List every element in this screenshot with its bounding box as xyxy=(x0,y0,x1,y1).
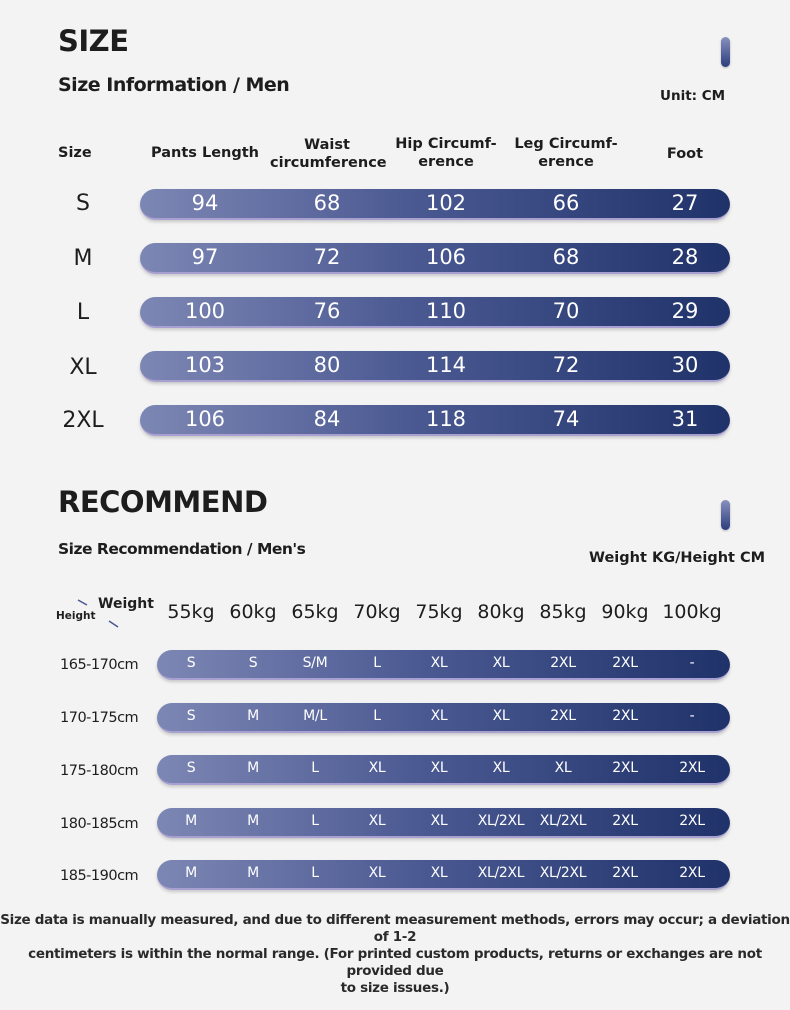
size-cell: XL xyxy=(492,655,510,671)
size-cell: L xyxy=(311,813,319,829)
hip-value: 102 xyxy=(425,191,467,215)
height-row-label: 170-175cm xyxy=(60,710,139,726)
column-header-waist-line2: circumference xyxy=(270,155,387,171)
size-cell: M xyxy=(185,813,197,829)
weight-header: 55kg xyxy=(167,601,215,623)
size-cell: S xyxy=(248,655,258,671)
leg-value: 68 xyxy=(552,245,580,269)
column-header-leg xyxy=(510,135,622,171)
size-cell: XL xyxy=(492,760,510,776)
waist-value: 84 xyxy=(313,407,341,431)
pants-length-value: 106 xyxy=(184,407,226,431)
size-cell: 2XL xyxy=(550,708,576,724)
size-cell: 2XL xyxy=(612,865,638,881)
hip-value: 114 xyxy=(425,353,467,377)
size-row-bar xyxy=(140,405,730,436)
size-cell: XL xyxy=(368,865,386,881)
size-cell: 2XL xyxy=(679,865,705,881)
size-cell: 2XL xyxy=(679,813,705,829)
size-cell: XL xyxy=(430,760,448,776)
size-cell: XL xyxy=(430,708,448,724)
weight-header: 70kg xyxy=(353,601,401,623)
foot-value: 28 xyxy=(671,245,699,269)
recommend-row-bar xyxy=(157,808,730,838)
weight-header: 100kg xyxy=(662,601,722,623)
size-cell: 2XL xyxy=(679,760,705,776)
disclaimer-line-2: centimeters is within the normal range. (For printed custom products, returns or exchanges are not provided due xyxy=(28,946,762,979)
size-section-title: SIZE xyxy=(58,24,129,58)
size-cell: XL xyxy=(430,865,448,881)
disclaimer-line-1: Size data is manually measured, and due to different measurement methods, errors may occur; a deviation of 1-2 xyxy=(0,912,790,945)
size-row-bar xyxy=(140,189,730,220)
foot-value: 31 xyxy=(671,407,699,431)
size-cell: XL/2XL xyxy=(477,813,525,829)
corner-height-label: Height xyxy=(56,610,96,622)
size-row-bar xyxy=(140,351,730,382)
section-marker xyxy=(721,500,730,530)
corner-weight-label: Weight xyxy=(98,596,154,612)
weight-header: 65kg xyxy=(291,601,339,623)
recommend-unit-label: Weight KG/Height CM xyxy=(589,550,766,566)
size-cell: 2XL xyxy=(612,655,638,671)
height-row-label: 165-170cm xyxy=(60,657,139,673)
disclaimer-line-3: to size issues.) xyxy=(340,980,450,996)
size-row-label: 2XL xyxy=(62,408,104,433)
column-header-pants-length: Pants Length xyxy=(151,145,259,161)
size-cell: M/L xyxy=(303,708,327,724)
weight-header: 75kg xyxy=(415,601,463,623)
measurement-disclaimer xyxy=(0,912,790,997)
size-cell: 2XL xyxy=(612,813,638,829)
pants-length-value: 103 xyxy=(184,353,226,377)
recommend-row-bar xyxy=(157,860,730,890)
recommend-section-subtitle: Size Recommendation / Men's xyxy=(58,540,306,558)
size-cell: S xyxy=(186,708,196,724)
hip-value: 118 xyxy=(425,407,467,431)
hip-value: 110 xyxy=(425,299,467,323)
weight-header: 80kg xyxy=(477,601,525,623)
size-cell: S xyxy=(186,760,196,776)
recommend-section-title: RECOMMEND xyxy=(58,485,268,519)
column-header-leg-line2: erence xyxy=(538,154,594,170)
leg-value: 72 xyxy=(552,353,580,377)
size-unit-label: Unit: CM xyxy=(660,88,726,104)
size-cell: XL xyxy=(368,813,386,829)
size-row-label: S xyxy=(76,191,90,216)
size-cell: M xyxy=(247,760,259,776)
size-cell: S/M xyxy=(302,655,328,671)
pants-length-value: 94 xyxy=(191,191,219,215)
size-cell: XL xyxy=(430,655,448,671)
size-cell: 2XL xyxy=(612,760,638,776)
column-header-hip xyxy=(390,135,502,171)
size-row-bar xyxy=(140,297,730,328)
waist-value: 68 xyxy=(313,191,341,215)
column-header-waist xyxy=(270,136,387,172)
recommend-row-bar xyxy=(157,755,730,785)
pants-length-value: 97 xyxy=(191,245,219,269)
size-cell: XL xyxy=(368,760,386,776)
size-row-label: L xyxy=(76,300,90,325)
size-cell: M xyxy=(185,865,197,881)
column-header-hip-line2: erence xyxy=(418,154,474,170)
recommend-row-bar xyxy=(157,650,730,680)
size-cell: L xyxy=(373,655,381,671)
leg-value: 70 xyxy=(552,299,580,323)
pants-length-value: 100 xyxy=(184,299,226,323)
height-row-label: 180-185cm xyxy=(60,816,139,832)
leg-value: 66 xyxy=(552,191,580,215)
size-cell: M xyxy=(247,813,259,829)
column-header-waist-line1: Waist xyxy=(304,137,350,153)
size-cell: M xyxy=(247,708,259,724)
size-cell: XL xyxy=(554,760,572,776)
height-row-label: 185-190cm xyxy=(60,868,139,884)
size-cell: L xyxy=(311,760,319,776)
waist-value: 72 xyxy=(313,245,341,269)
size-row-bar xyxy=(140,243,730,274)
size-cell: XL/2XL xyxy=(477,865,525,881)
height-row-label: 175-180cm xyxy=(60,763,139,779)
foot-value: 27 xyxy=(671,191,699,215)
size-cell: XL xyxy=(430,813,448,829)
recommend-row-bar xyxy=(157,703,730,733)
weight-height-corner xyxy=(56,596,156,630)
weight-header: 85kg xyxy=(539,601,587,623)
size-cell: XL/2XL xyxy=(539,813,587,829)
size-cell: XL/2XL xyxy=(539,865,587,881)
size-cell: XL xyxy=(492,708,510,724)
waist-value: 80 xyxy=(313,353,341,377)
column-header-foot: Foot xyxy=(666,146,704,162)
size-cell: S xyxy=(186,655,196,671)
weight-header: 60kg xyxy=(229,601,277,623)
size-cell: M xyxy=(247,865,259,881)
size-section-subtitle: Size Information / Men xyxy=(58,74,290,96)
foot-value: 30 xyxy=(671,353,699,377)
size-cell: 2XL xyxy=(550,655,576,671)
size-row-label: XL xyxy=(69,355,97,380)
weight-header: 90kg xyxy=(601,601,649,623)
column-header-hip-line1: Hip Circumf- xyxy=(395,136,497,152)
leg-value: 74 xyxy=(552,407,580,431)
waist-value: 76 xyxy=(313,299,341,323)
size-cell: - xyxy=(689,708,695,724)
size-cell: L xyxy=(373,708,381,724)
column-header-leg-line1: Leg Circumf- xyxy=(514,136,618,152)
size-cell: 2XL xyxy=(612,708,638,724)
column-header-size: Size xyxy=(58,145,92,161)
foot-value: 29 xyxy=(671,299,699,323)
size-cell: L xyxy=(311,865,319,881)
section-marker xyxy=(721,37,730,67)
size-cell: - xyxy=(689,655,695,671)
size-row-label: M xyxy=(73,246,93,271)
hip-value: 106 xyxy=(425,245,467,269)
